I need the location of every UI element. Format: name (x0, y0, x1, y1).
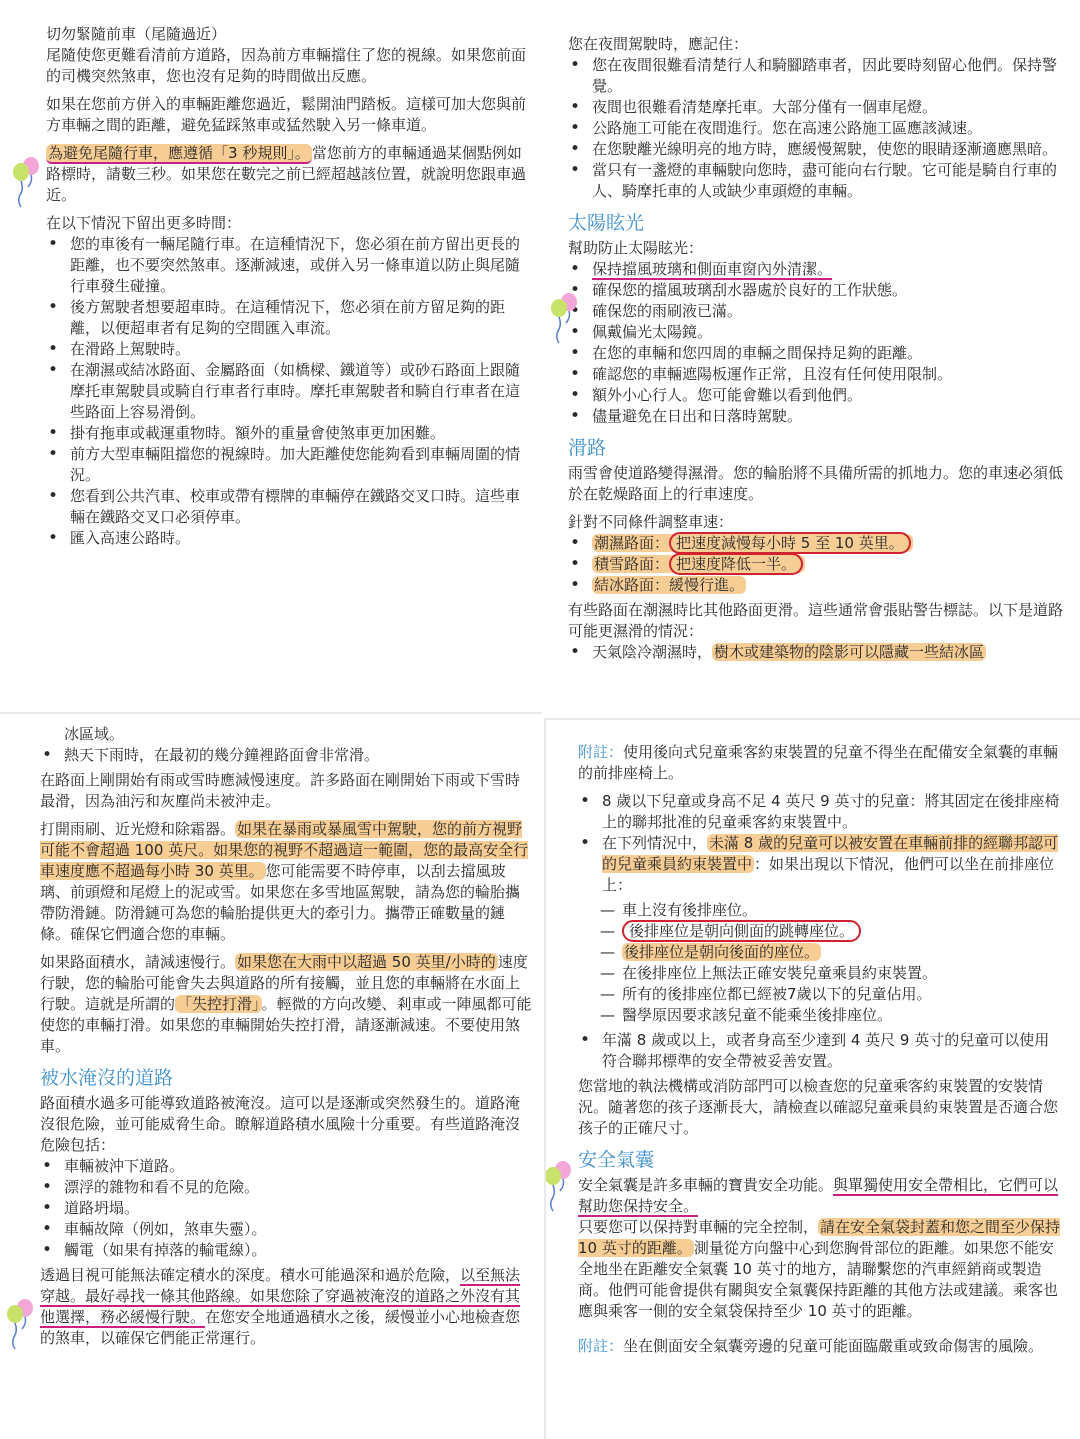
list-item: • 積雪路面： 把速度降低一半。 (568, 554, 1066, 575)
note: 附註：坐在側面安全氣囊旁邊的兒童可能面臨嚴重或致命傷害的風險。 (578, 1337, 1044, 1355)
paragraph: 如果在您前方併入的車輛距離您過近，鬆開油門踏板。這樣可加大您與前方車輛之間的距離，避免猛踩煞車或猛然駛入另一條車道。 (46, 95, 527, 134)
paragraph-three-second-rule: 為避免尾隨行車，應遵循「3 秒規則」。 當您前方的車輛通過某個點例如路標時，請數三秒。如果您在數完之前已經超越該位置，就說明您跟車過近。 (46, 144, 527, 204)
list-item: • 車輛故障（例如，煞車失靈）。 (40, 1219, 532, 1240)
list-item: • 在您駛離光線明亮的地方時，應緩慢駕駛，使您的眼睛逐漸適應黑暗。 (568, 139, 1066, 160)
list-item: • 夜間也很難看清楚摩托車。大部分僅有一個車尾燈。 (568, 97, 1066, 118)
paragraph-hydroplaning: 如果路面積水，請減速慢行。 如果您在大雨中以超過 50 英里/小時的 速度行駛，您的輪胎可能會失去與道路的所有接觸，並且您的車輛將在水面上行駛。這就是所謂的 「失控打滑」 。輕微的方向改變、剎車或一陣風都可能使您的車輛打滑。如果您的車輛開始失控打滑，請逐漸減速。不要使用煞車。 (40, 953, 532, 1055)
list-item: • 道路坍塌。 (40, 1198, 532, 1219)
list-item: • 漂浮的雜物和看不見的危險。 (40, 1177, 532, 1198)
list-item: • 結冰路面：緩慢行進。 (568, 575, 1066, 596)
section-heading: 被水淹沒的道路 (40, 1067, 174, 1089)
page-night-glare-slippery (542, 0, 1080, 718)
note: 附註：使用後向式兒童乘客約束裝置的兒童不得坐在配備安全氣囊的車輛的前排座椅上。 (578, 743, 1059, 782)
list-item: — 醫學原因要求該兒童不能乘坐後排座位。 (600, 1005, 1064, 1026)
list-item: • 佩戴偏光太陽鏡。 (568, 322, 1066, 343)
balloon-icon (546, 1160, 576, 1212)
list-item: — 後排座位是朝向側面的跳轉座位。 (600, 921, 1064, 942)
section-heading: 太陽眩光 (568, 212, 645, 234)
list-item: • 當只有一盞燈的車輛駛向您時，盡可能向右行駛。它可能是騎自行車的人、騎摩托車的人或缺少車頭燈的車輛。 (568, 160, 1066, 202)
paragraph: 尾隨使您更難看清前方道路，因為前方車輛擋住了您的視線。如果您前面的司機突然煞車，您也沒有足夠的時間做出反應。 (46, 46, 527, 85)
paragraph-storm: 打開雨刷、近光燈和除霜器。 如果在暴雨或暴風雪中駕駛，您的前方視野可能不會超過 100 英尺。如果您的視野不超過這一範圍，您的最高安全行車速度應不超過每小時 30 英里。 您可能需要不時停車，以刮去擋風玻璃、前頭燈和尾燈上的泥或雪。如果您在多雪地區駕駛，請為您的輪胎攜帶防滑鏈。防滑鏈可為您的輪胎提供更大的牽引力。攜帶正確數量的鏈條。確保它們適合您的車輛。 (40, 820, 529, 943)
section-title: 切勿緊隨前車（尾隨過近） (46, 25, 227, 43)
list-item: • 掛有拖車或載運重物時。額外的重量會使煞車更加困難。 (46, 423, 528, 444)
paragraph: 路面積水過多可能導致道路被淹沒。這可以是逐漸或突然發生的。道路淹沒很危險，並可能威脅生命。瞭解道路積水風險十分重要。有些道路淹沒危險包括： (40, 1094, 521, 1154)
list-item: — 車上沒有後排座位。 (600, 900, 1064, 921)
list-item: • 確保您的雨刷液已滿。 (568, 301, 1066, 322)
wet-list-continued (40, 745, 532, 766)
section-heading: 滑路 (568, 437, 607, 459)
flood-list (40, 1156, 532, 1261)
paragraph-airbag: 安全氣囊是許多車輛的寶貴安全功能。與單獨使用安全帶相比，它們可以幫助您保持安全。 (578, 1176, 1059, 1215)
list-item: • 觸電（如果有掉落的輸電線）。 (40, 1240, 532, 1261)
list-item: • 匯入高速公路時。 (46, 528, 528, 549)
list-item: • 公路施工可能在夜間進行。您在高速公路施工區應該減速。 (568, 118, 1066, 139)
list-item: • 後方駕駛者想要超車時。在這種情況下，您必須在前方留足夠的距離，以便超車者有足夠的空間匯入車流。 (46, 297, 528, 339)
list-item: • 您在夜間很難看清楚行人和騎腳踏車者，因此要時刻留心他們。保持警覺。 (568, 55, 1066, 97)
balloon-icon (4, 1298, 38, 1350)
wet-list (568, 642, 1066, 663)
list-item: • 在下列情況中， 未滿 8 歲的兒童可以被安置在車輛前排的經聯邦認可的兒童乘員約束裝置中 ：如果出現以下情況，他們可以坐在前排座位上： (578, 833, 1064, 896)
sun-list (568, 259, 1066, 427)
list-item: • 您看到公共汽車、校車或帶有標牌的車輛停在鐵路交叉口時。這些車輛在鐵路交叉口必須停車。 (46, 486, 528, 528)
list-item: • 您的車後有一輛尾隨行車。在這種情況下，您必須在前方留出更長的距離，也不要突然煞車。逐漸減速，或併入另一條車道以防止與尾隨行車發生碰撞。 (46, 234, 528, 297)
list-intro: 幫助防止太陽眩光： (568, 239, 704, 257)
night-list (568, 55, 1066, 202)
list-item: — 所有的後排座位都已經被7歲以下的兒童佔用。 (600, 984, 1064, 1005)
front-seat-conditions (600, 900, 1064, 1026)
paragraph: 在路面上剛開始有雨或雪時應減慢速度。許多路面在剛開始下雨或下雪時最滑，因為油污和灰塵尚未被沖走。 (40, 771, 521, 810)
section-heading: 安全氣囊 (578, 1149, 655, 1171)
list-intro: 針對不同條件調整車速： (568, 513, 734, 531)
page-tailgating (0, 0, 542, 712)
page-child-seat-airbag (546, 720, 1080, 1439)
list-item: • 在滑路上駕駛時。 (46, 339, 528, 360)
list-intro: 您在夜間駕駛時，應記住： (568, 35, 749, 53)
list-item: • 天氣陰冷潮濕時， 樹木或建築物的陰影可以隱藏一些結冰區 (568, 642, 1066, 663)
list-intro: 在以下情況下留出更多時間： (46, 214, 242, 232)
list-item: — 後排座位是朝向後面的座位。 (600, 942, 1064, 963)
list-item: • 熱天下雨時，在最初的幾分鐘裡路面會非常滑。 (40, 745, 532, 766)
child-seat-list (578, 791, 1064, 896)
highlight: 為避免尾隨行車，應遵循「3 秒規則」。 (48, 144, 310, 162)
balloon-icon (10, 156, 44, 208)
speed-adjust-list (568, 533, 1066, 596)
child-seat-list-2 (578, 1030, 1064, 1072)
list-item: • 確保您的擋風玻璃刮水器處於良好的工作狀態。 (568, 280, 1066, 301)
list-item: • 8 歲以下兒童或身高不足 4 英尺 9 英寸的兒童：將其固定在後排座椅上的聯邦批准的兒童乘客約束裝置中。 (578, 791, 1064, 833)
list-item: • 年滿 8 歲或以上，或者身高至少達到 4 英尺 9 英寸的兒童可以使用符合聯邦標準的安全帶被妥善安置。 (578, 1030, 1064, 1072)
paragraph: 雨雪會使道路變得濕滑。您的輪胎將不具備所需的抓地力。您的車速必須低於在乾燥路面上的行車速度。 (568, 464, 1064, 503)
more-time-list (46, 234, 528, 549)
paragraph: 您當地的執法機構或消防部門可以檢查您的兒童乘客約束裝置的安裝情況。隨著您的孩子逐漸長大，請檢查以確認兒童乘員約束裝置是否適合您孩子的正確尺寸。 (578, 1077, 1059, 1137)
paragraph: 有些路面在潮濕時比其他路面更滑。這些通常會張貼警告標誌。以下是道路可能更濕滑的情況： (568, 601, 1064, 640)
continued-text: 冰區域。 (64, 725, 125, 743)
list-item: • 前方大型車輛阻擋您的視線時。加大距離使您能夠看到車輛周圍的情況。 (46, 444, 528, 486)
list-item: • 確認您的車輛遮陽板運作正常，且沒有任何使用限制。 (568, 364, 1066, 385)
paragraph-flood-depth: 透過目視可能無法確定積水的深度。積水可能過深和過於危險，以至無法穿越。最好尋找一條其他路線。如果您除了穿過被淹沒的道路之外沒有其他選擇，務必緩慢行駛。在您安全地通過積水之後，緩慢並小心地檢查您的煞車，以確保它們能正常運行。 (40, 1266, 521, 1347)
list-item: • 在潮濕或結冰路面、金屬路面（如橋樑、鐵道等）或砂石路面上跟隨摩托車駕駛員或騎自行車者行車時。摩托車駕駛者和騎自行車者在這些路面上容易滑倒。 (46, 360, 528, 423)
list-item: • 保持擋風玻璃和側面車窗內外清潔。 (568, 259, 1066, 280)
page-rain-flood (0, 714, 544, 1439)
list-item: • 車輛被沖下道路。 (40, 1156, 532, 1177)
list-item: • 額外小心行人。您可能會難以看到他們。 (568, 385, 1066, 406)
list-item: • 儘量避免在日出和日落時駕駛。 (568, 406, 1066, 427)
list-item: — 在後排座位上無法正確安裝兒童乘員約束裝置。 (600, 963, 1064, 984)
list-item: • 在您的車輛和您四周的車輛之間保持足夠的距離。 (568, 343, 1066, 364)
list-item: • 潮濕路面： 把速度減慢每小時 5 至 10 英里。 (568, 533, 1066, 554)
paragraph-airbag-distance: 只要您可以保持對車輛的完全控制， 請在安全氣袋封蓋和您之間至少保持 10 英寸的距離。 測量從方向盤中心到您胸骨部位的距離。如果您不能安全地坐在距離安全氣囊 10 英寸的地方，請聯繫您的汽車經銷商或製造商。他們可能會提供有關與安全氣囊保持距離的其他方法或建議。乘客也應與乘客一側的安全氣袋保持至少 10 英寸的距離。 (578, 1218, 1061, 1320)
balloon-icon (548, 292, 582, 344)
